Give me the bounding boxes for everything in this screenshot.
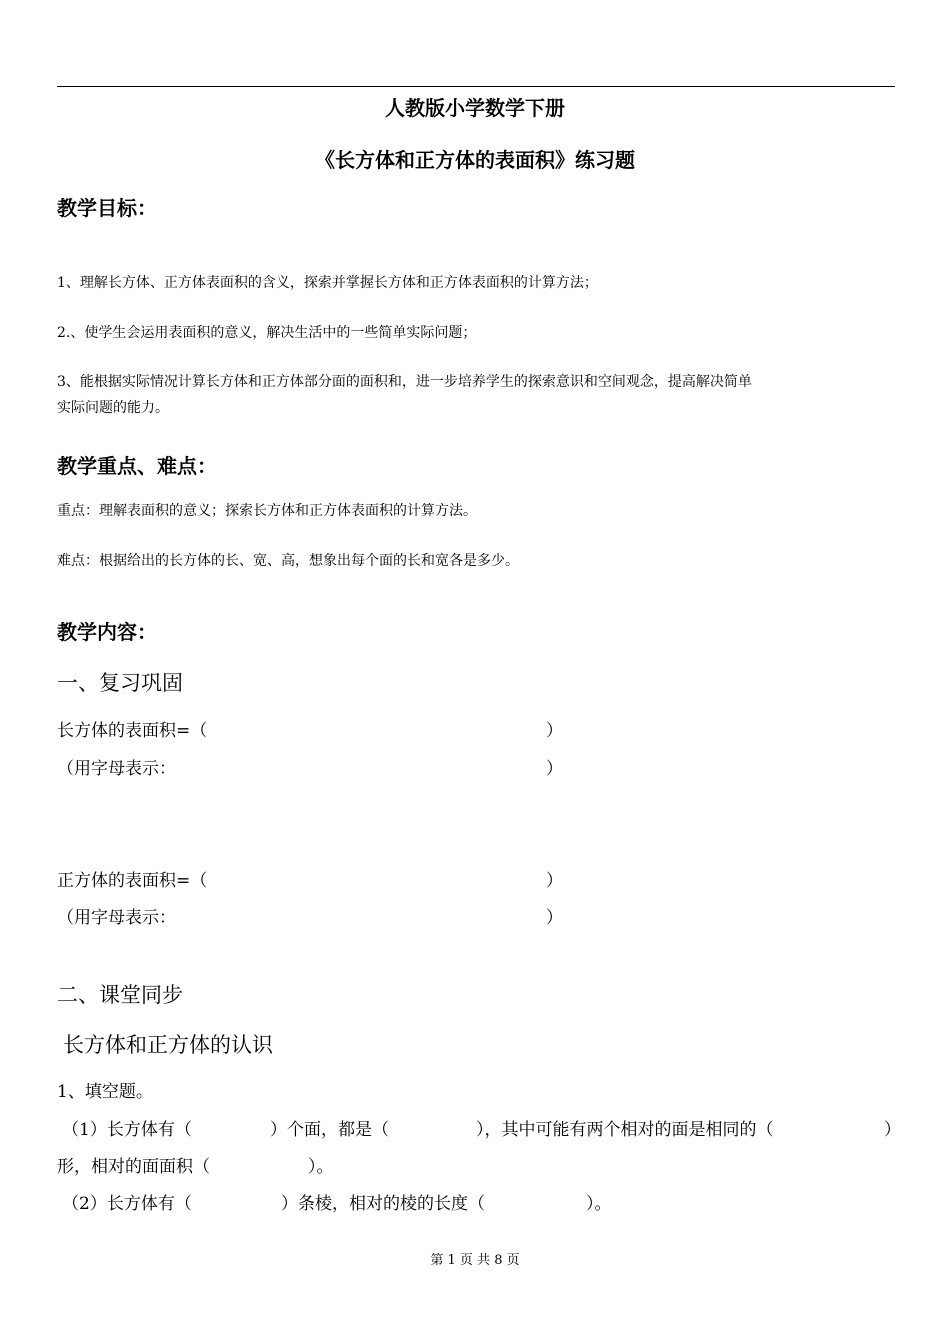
section-classroom-title: 二、课堂同步 [57,983,183,1007]
goals-heading: 教学目标： [57,196,157,220]
cuboid-letter-close: ） [546,759,563,779]
cube-letter-label: （用字母表示： [57,908,176,928]
cube-area-label: 正方体的表面积=（ [57,871,208,891]
goal-item-3: 3、能根据实际情况计算长方体和正方体部分面的面积和，进一步培养学生的探索意识和空间观念，提高解决简单 [57,374,752,390]
q1-2-part1: （2）长方体有（ [62,1194,192,1214]
keypoints-heading: 教学重点、难点： [57,454,217,478]
subsection-title: 长方体和正方体的认识 [63,1033,273,1057]
q1-2-part3: ）。 [586,1194,612,1214]
goal-item-1: 1、理解长方体、正方体表面积的含义，探索并掌握长方体和正方体表面积的计算方法； [57,275,598,291]
goal-item-3-continued: 实际问题的能力。 [57,400,169,416]
q1-1-part5: 形，相对的面面积（ [57,1157,210,1177]
difficulty-text: 难点：根据给出的长方体的长、宽、高，想象出每个面的长和宽各是多少。 [57,553,519,569]
goal-item-2: 2.、使学生会运用表面积的意义，解决生活中的一些简单实际问题； [57,325,477,341]
focus-text: 重点：理解表面积的意义；探索长方体和正方体表面积的计算方法。 [57,503,477,519]
question-1-title: 1、填空题。 [57,1082,153,1102]
document-title: 人教版小学数学下册 [385,96,565,120]
q1-1-part1: （1）长方体有（ [62,1120,192,1140]
q1-1-part3: ），其中可能有两个相对的面是相同的（ [476,1120,774,1140]
page-number: 第 1 页 共 8 页 [430,1253,520,1268]
q1-1-part6: ）。 [308,1157,334,1177]
cuboid-letter-label: （用字母表示： [57,759,176,779]
q1-1-part2: ）个面，都是（ [270,1120,389,1140]
document-subtitle: 《长方体和正方体的表面积》练习题 [315,148,635,172]
header-rule [57,86,895,87]
cube-letter-close: ） [546,908,563,928]
q1-1-part4: ） [884,1120,901,1140]
cuboid-area-label: 长方体的表面积=（ [57,721,208,741]
q1-2-part2: ）条棱，相对的棱的长度（ [281,1194,485,1214]
content-heading: 教学内容： [57,620,157,644]
cuboid-area-close: ） [546,721,563,741]
section-review-title: 一、复习巩固 [57,671,183,695]
cube-area-close: ） [546,871,563,891]
